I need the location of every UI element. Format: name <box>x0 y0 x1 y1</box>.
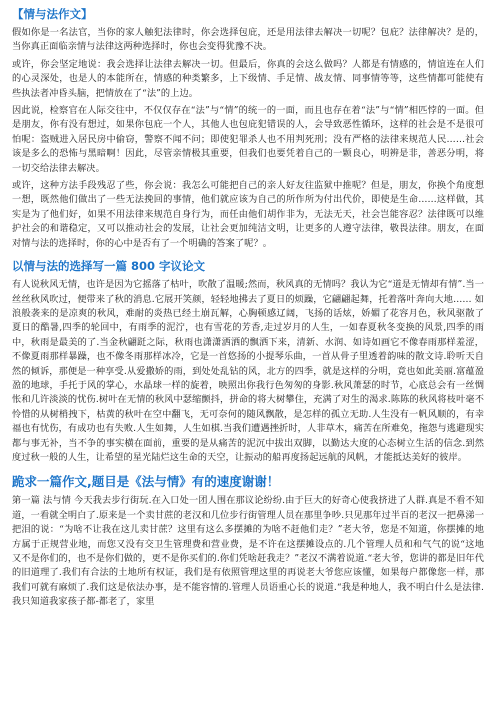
paragraph: 假如你是一名法官，当你的家人触犯法律时，你会选择包庇，还是用法律去解决一切呢？包庇？法律解决？是的，当你真正面临亲情与法律这两种选择时，你也会变得犹豫不决。 <box>12 27 484 53</box>
section-title: 以情与法的选择写一篇 800 字议论文 <box>12 259 206 274</box>
document-page <box>12 6 484 610</box>
paragraph: 第一篇 法与情 今天我去步行街玩.在入口处一团人围在那议论纷纷.由于巨大的好奇心使我挤进了人群.真是不看不知道，一看就全明白了.原来是一个卖甘蔗的老汉和几位步行街管理人员在那里争吵.只见那年过半百的老汉一把鼻涕一把泪的说：“为啥不让我在这儿卖甘蔗？这里有这么多摆摊的为啥不赶他们走？”老大爷，您是不知道，你摆摊的地方属于正规营业地，而您又没有交卫生管理费和营业费，是不许在这摆摊设点的.几个管理人员和和气气的说“这地又不是你们的，也不是你们做的，更不是你买们的.你们凭啥赶我走？”老汉不满着说道.“老大爷，您讲的都是旧年代的旧道理了.我们有合法的土地所有权证，我们是有依照管理这里的再说老大爷您应该懂，如果每户都像您一样，那我们可就有麻烦了.我们这是依法办事，是不能容情的.管理人员语重心长的说道.“我是种地人，我不明白什么是法律.我只知道我家孩子都-都老了，家里 <box>12 495 484 608</box>
paragraph: 因此说，检察官在人际交往中，不仅仅存在“法”与“情”的统一的一面，而且也存在着“法”与“情”相匹悖的一面。但是朋友，你有没有想过，如果你包庇一个人，其他人也包庇犯错误的人，会导致恶性循环，这样的社会是不是很可怕呢：盗贼进入居民房中偷窃，警察不闻不问；即使犯罪杀人也不用判死刑；没有严格的法律来规范人民……社会该是多么的恐怖与黑暗啊！因此，尽管亲情极其重要，但我们也要凭着自己的一颗良心，明辨是非，善恶分明，将一切交给法律去解决。 <box>12 105 484 174</box>
paragraph: 或许，这种方法手段残忍了些，你会说：我怎么可能把自己的亲人好友往监狱中推呢？但是，朋友，你换个角度想一想，既然他们做出了一些无法挽回的事情，他们就应该为自己的所作所为付出代价，即使是生命……这样做，其实是为了他们好，如果不用法律来规范自身行为，而任由他们胡作非为，无法无天，社会岂能容忍？法律既可以维护社会的和谐稳定，又可以推动社会的发展，让社会更加纯洁文明，让更多的人遵守法律，敬畏法律。朋友，在面对情与法的选择时，你的心中是否有了一个明确的答案了呢？。 <box>12 180 484 249</box>
paragraph: 或许，你会坚定地说：我会选择让法律去解决一切。但最后，你真的会这么做吗？人都是有情感的，情谊连在人们的心灵深处，也是人的本能所在，情感的种类繁多，上下级情、手足情、战友情、同事情等等，这些情都可能使有些执法者冲昏头脑，把情放在了“法”的上边。 <box>12 58 484 99</box>
section-title: 跪求一篇作文,题目是《法与情》有的速度谢谢！ <box>12 474 280 490</box>
paragraph: 有人说秋风无情，也许是因为它摇落了枯叶，吹散了温暖;然而，秋风真的无情吗？我认为它“道是无情却有情”.当一丝丝秋风吹过，便带来了秋的消息.它展开笑颜，轻轻地拂去了夏日的烦躁，它翩翩起舞，托着落叶奔向大地…… 如浪般袭来的是凉爽的秋风，难耐的炎热已经土崩瓦解，心胸顿感辽阔，飞扬的话炫，娇媚了花容月色，秋风驱散了夏日的酷暑,四季的轮回中，有雨季的泥泞，也有雪花的芳香,走过岁月的人生，一如春夏秋冬变换的风景,四季的雨中，秋雨是最美的了.当金秋翩跹之际，秋雨也潇潇洒洒的飘洒下来，清新、水润、如诗如画它不像春雨那样羞涩，不像夏雨那样暴躁，也不像冬雨那样冰冷，它是一首悠扬的小提琴乐曲，一首从骨子里透着韵味的散文诗.聆听天自然的倾诉，那便是一种享受.从爱撒娇的雨，到处处乱钻的风，北方的四季，就是这样的分明，竟也如此美丽.富蕴盈盈的地球，手托于风的掌心，水晶球一样的旋着，映照出你我行色匆匆的身影.秋风萧瑟的时节，心底总会有一丝惆怅和几许淡淡的忧伤.树叶在无情的秋风中瑟缩颤抖，拼命的将大树攀住，充满了对生的渴求.陈陈的秋风将枝叶毫不怜惜的从树梢拽下，枯黄的秋叶在空中翻飞，无可奈何的随风飘散，是怎样的孤立无助.人生没有一帆风顺的，有幸福也有忧伤，有成功也有失败.人生如舞，人生如棋.当我们遭遇挫折时，人非草木，痛苦在所难免，拖怨与逃避现实都与事无补，当不争的事实横在面前，重要的是从痛苦的泥沉中拔出双脚，以勤达大度的心态树立生活的信念.到然度过秋一般的人生，让希望的星光陆烂这生命的天空，让振动的船再度扬起远航的风帆，才能抵达美好的彼岸。 <box>12 279 484 463</box>
section-title: 【情与法作文】 <box>12 7 93 21</box>
